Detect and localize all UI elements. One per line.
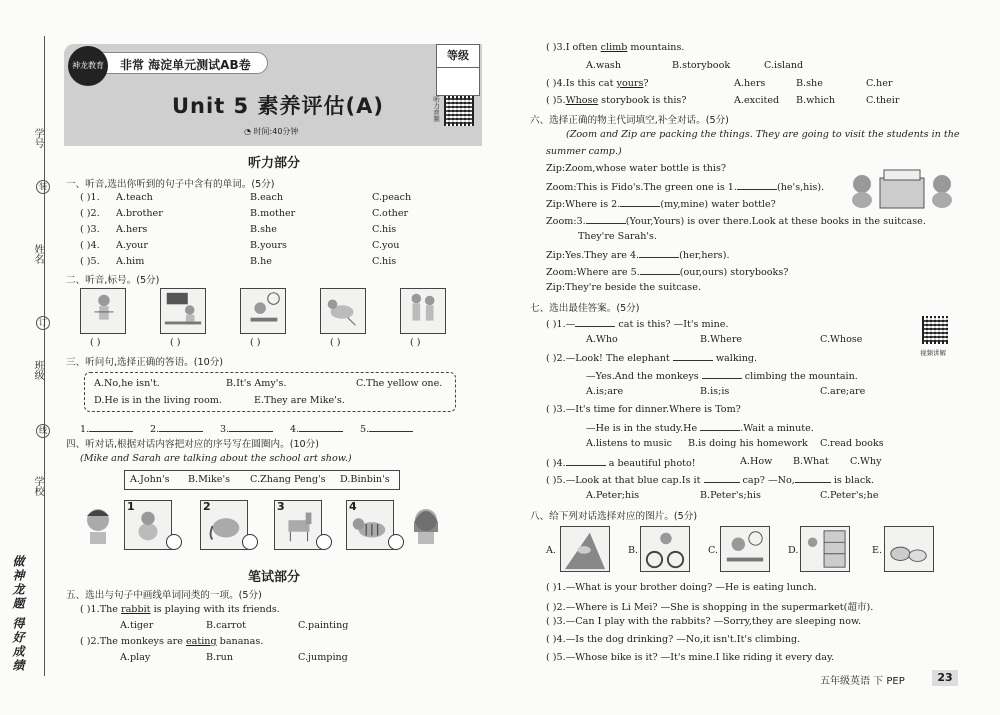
s7-q2-line2[interactable]: —Yes.And the monkeys climbing the mountain. — [586, 371, 858, 382]
s5-q1-c: C.painting — [298, 620, 349, 631]
s1-q2-b: B.mother — [250, 208, 296, 219]
bind-mark-3: 线 — [36, 424, 50, 438]
s3-blank-1[interactable]: 1. — [80, 422, 133, 435]
s6-line-4[interactable]: Zoom:3. (Your,Yours) is over there.Look at these books in the suitcase. — [546, 216, 926, 227]
video-qr-code-icon[interactable] — [922, 316, 950, 344]
s7-q3-a: A.listens to music — [586, 438, 673, 449]
unit-header — [64, 44, 482, 146]
s1-q3-num[interactable]: ( )3. — [80, 224, 100, 235]
s5-q5-c: C.their — [866, 95, 900, 106]
s5-q3-c: C.island — [764, 60, 804, 71]
s2-answer-1[interactable]: ( ) — [90, 337, 101, 348]
clock-icon: ◔ — [244, 127, 254, 136]
s5-q4-b: B.she — [796, 78, 823, 89]
s1-q1-a: A.teach — [116, 192, 153, 203]
s8-q3[interactable]: ( )3.—Can I play with the rabbits? —Sorry,they are sleeping now. — [546, 616, 862, 627]
s1-q3-b: B.she — [250, 224, 277, 235]
s4-number-4: 4 — [349, 500, 357, 513]
s1-q5-c: C.his — [372, 256, 397, 267]
s7-q3[interactable]: ( )3.—It's time for dinner.Where is Tom? — [546, 404, 741, 415]
s1-q4-num[interactable]: ( )4. — [80, 240, 100, 251]
s5-q5-b: B.which — [796, 95, 836, 106]
s3-blank-2[interactable]: 2. — [150, 422, 203, 435]
s1-q1-b: B.each — [250, 192, 284, 203]
s1-q5-a: A.him — [116, 256, 145, 267]
s8-label-d: D. — [788, 545, 799, 556]
s3-option-b: B.It's Amy's. — [226, 378, 287, 389]
s1-q4-a: A.your — [116, 240, 148, 251]
s7-q1[interactable]: ( )1.— cat is this? —It's mine. — [546, 319, 729, 330]
s5-q1[interactable]: ( )1.The rabbit is playing with its friends. — [80, 604, 280, 615]
s4-number-1: 1 — [127, 500, 135, 513]
s7-q5-c: C.Peter's;he — [820, 490, 879, 501]
s4-answer-circle-4[interactable] — [388, 534, 404, 550]
section2-title: 二、听音,标号。(5分) — [66, 275, 160, 286]
s8-picture-b-bike — [640, 526, 690, 572]
s8-picture-c-lunch — [720, 526, 770, 572]
s1-q2-c: C.other — [372, 208, 409, 219]
footer-text: 五年级英语 下 PEP — [820, 676, 905, 687]
video-explain-label: 视频讲解 — [920, 349, 946, 357]
s7-q5[interactable]: ( )5.—Look at that blue cap.Is it cap? —No, is black. — [546, 475, 875, 486]
qr-label: 听力音频 — [432, 96, 440, 122]
s4-option-a: A.John's — [130, 474, 170, 485]
s7-q1-a: A.Who — [586, 334, 618, 345]
s3-option-a: A.No,he isn't. — [94, 378, 160, 389]
s4-option-b: B.Mike's — [188, 474, 231, 485]
s7-q4-a: A.How — [740, 456, 773, 467]
section5-title: 五、选出与句子中画线单词同类的一项。(5分) — [66, 590, 262, 601]
page-title: Unit 5 素养评估(A) — [172, 94, 384, 118]
s2-picture-3 — [240, 288, 286, 334]
s5-q3-a: A.wash — [586, 60, 622, 71]
s5-q1-a: A.tiger — [120, 620, 154, 631]
s4-intro: (Mike and Sarah are talking about the school art show.) — [80, 453, 352, 464]
s7-q2-c: C.are;are — [820, 386, 866, 397]
s5-q5[interactable]: ( )5.Whose storybook is this? — [546, 95, 687, 106]
bind-mark-1: 装 — [36, 180, 50, 194]
s6-line-5: They're Sarah's. — [578, 231, 658, 242]
s4-answer-circle-2[interactable] — [242, 534, 258, 550]
s8-label-c: C. — [708, 545, 719, 556]
s6-line-7[interactable]: Zoom:Where are 5. (our,ours) storybooks? — [546, 267, 789, 278]
s6-intro-line1: (Zoom and Zip are packing the things. They are going to visit the students in the — [566, 129, 960, 140]
s5-q2-c: C.jumping — [298, 652, 348, 663]
slogan: 做神龙题 得好成绩 — [11, 555, 25, 674]
s7-q3-b: B.is doing his homework — [688, 438, 808, 449]
s3-option-c: C.The yellow one. — [356, 378, 443, 389]
s2-answer-3[interactable]: ( ) — [250, 337, 261, 348]
s1-q1-num[interactable]: ( )1. — [80, 192, 100, 203]
s2-picture-1 — [80, 288, 126, 334]
s7-q4-b: B.What — [793, 456, 829, 467]
s3-blank-3[interactable]: 3. — [220, 422, 273, 435]
s4-answer-circle-1[interactable] — [166, 534, 182, 550]
section8-title: 八、给下列对话选择对应的图片。(5分) — [530, 511, 698, 522]
s2-answer-5[interactable]: ( ) — [410, 337, 421, 348]
s2-picture-5 — [400, 288, 446, 334]
s3-option-e: E.They are Mike's. — [254, 395, 345, 406]
s8-q2[interactable]: ( )2.—Where is Li Mei? —She is shopping in the supermarket(超市). — [546, 602, 874, 613]
s2-answer-2[interactable]: ( ) — [170, 337, 181, 348]
section1-title: 一、听音,选出你听到的句子中含有的单词。(5分) — [66, 179, 275, 190]
written-heading: 笔试部分 — [248, 570, 301, 585]
s8-picture-d-supermarket — [800, 526, 850, 572]
s4-number-2: 2 — [203, 500, 211, 513]
s8-picture-a-climbing-dog — [560, 526, 610, 572]
s1-q4-c: C.you — [372, 240, 400, 251]
binding-margin — [0, 0, 62, 715]
s3-blank-5[interactable]: 5. — [360, 422, 413, 435]
s7-q2-b: B.is;is — [700, 386, 730, 397]
series-name: 非常 海淀单元测试AB卷 — [120, 58, 251, 72]
s7-q2[interactable]: ( )2.—Look! The elephant walking. — [546, 353, 758, 364]
s6-line-6[interactable]: Zip:Yes.They are 4. (her,hers). — [546, 250, 730, 261]
s4-answer-circle-3[interactable] — [316, 534, 332, 550]
bind-mark-2: 订 — [36, 316, 50, 330]
time-text: 时间:40分钟 — [253, 127, 299, 136]
time-limit — [244, 126, 298, 137]
grade-box[interactable] — [436, 68, 480, 96]
s4-number-3: 3 — [277, 500, 285, 513]
s7-q1-b: B.Where — [700, 334, 743, 345]
class-label: 班级 — [32, 360, 43, 380]
s6-intro-line2: summer camp.) — [546, 146, 622, 157]
section7-title: 七、选出最佳答案。(5分) — [530, 303, 640, 314]
s1-q5-num[interactable]: ( )5. — [80, 256, 100, 267]
s2-picture-4 — [320, 288, 366, 334]
sarah-avatar — [408, 504, 444, 544]
s5-q5-a: A.excited — [734, 95, 780, 106]
zoom-zip-suitcase-illustration — [846, 160, 958, 216]
s2-answer-4[interactable]: ( ) — [330, 337, 341, 348]
s5-q2[interactable]: ( )2.The monkeys are eating bananas. — [80, 636, 264, 647]
s7-q2-a: A.is;are — [586, 386, 624, 397]
s1-q3-c: C.his — [372, 224, 397, 235]
s5-q4-a: A.hers — [734, 78, 766, 89]
s8-q5[interactable]: ( )5.—Whose bike is it? —It's mine.I like riding it every day. — [546, 652, 835, 663]
s5-q4-c: C.her — [866, 78, 893, 89]
page-number: 23 — [932, 670, 958, 686]
grade-label: 等级 — [436, 44, 480, 68]
s7-q3-line2[interactable]: —He is in the study.He .Wait a minute. — [586, 423, 814, 434]
section6-title: 六、选择正确的物主代词填空,补全对话。(5分) — [530, 115, 729, 126]
s6-line-1: Zip:Zoom,whose water bottle is this? — [546, 163, 727, 174]
s8-q1[interactable]: ( )1.—What is your brother doing? —He is eating lunch. — [546, 582, 817, 593]
s6-line-8: Zip:They're beside the suitcase. — [546, 282, 701, 293]
s1-q2-num[interactable]: ( )2. — [80, 208, 100, 219]
s5-q2-a: A.play — [120, 652, 151, 663]
section4-title: 四、听对话,根据对话内容把对应的序号写在圆圈内。(10分) — [66, 439, 319, 450]
s5-q3-b: B.storybook — [672, 60, 731, 71]
student-number-label: 学号 — [32, 128, 43, 148]
s1-q1-c: C.peach — [372, 192, 412, 203]
s7-q5-b: B.Peter's;his — [700, 490, 761, 501]
s7-q3-c: C.read books — [820, 438, 884, 449]
section3-title: 三、听问句,选择正确的答语。(10分) — [66, 357, 224, 368]
s5-q3[interactable]: ( )3.I often climb mountains. — [546, 42, 685, 53]
s5-q4[interactable]: ( )4.Is this cat yours? — [546, 78, 649, 89]
s8-picture-e-rabbits — [884, 526, 934, 572]
s1-q2-a: A.brother — [116, 208, 163, 219]
s1-q5-b: B.he — [250, 256, 272, 267]
s7-q4[interactable]: ( )4. a beautiful photo! — [546, 458, 696, 469]
s1-q4-b: B.yours — [250, 240, 287, 251]
name-label: 姓名 — [32, 244, 43, 264]
school-label: 学校 — [32, 476, 43, 496]
s6-line-3[interactable]: Zip:Where is 2. (my,mine) water bottle? — [546, 199, 776, 210]
s6-line-2[interactable]: Zoom:This is Fido's.The green one is 1. (he's,his). — [546, 182, 825, 193]
s4-option-c: C.Zhang Peng's — [250, 474, 326, 485]
mike-avatar — [80, 504, 116, 544]
publisher-logo: 神龙教育 — [68, 46, 108, 86]
s3-option-d: D.He is in the living room. — [94, 395, 222, 406]
s3-blank-4[interactable]: 4. — [290, 422, 343, 435]
s7-q4-c: C.Why — [850, 456, 882, 467]
listening-heading: 听力部分 — [248, 156, 301, 171]
s4-option-d: D.Binbin's — [340, 474, 390, 485]
s7-q5-a: A.Peter;his — [586, 490, 640, 501]
s7-q1-c: C.Whose — [820, 334, 863, 345]
s1-q3-a: A.hers — [116, 224, 148, 235]
s8-label-e: E. — [872, 545, 883, 556]
s5-q1-b: B.carrot — [206, 620, 246, 631]
s5-q2-b: B.run — [206, 652, 234, 663]
qr-code-icon[interactable] — [444, 96, 474, 126]
s8-label-b: B. — [628, 545, 639, 556]
s8-q4[interactable]: ( )4.—Is the dog drinking? —No,it isn't.It's climbing. — [546, 634, 801, 645]
s8-label-a: A. — [546, 545, 556, 556]
s2-picture-2 — [160, 288, 206, 334]
